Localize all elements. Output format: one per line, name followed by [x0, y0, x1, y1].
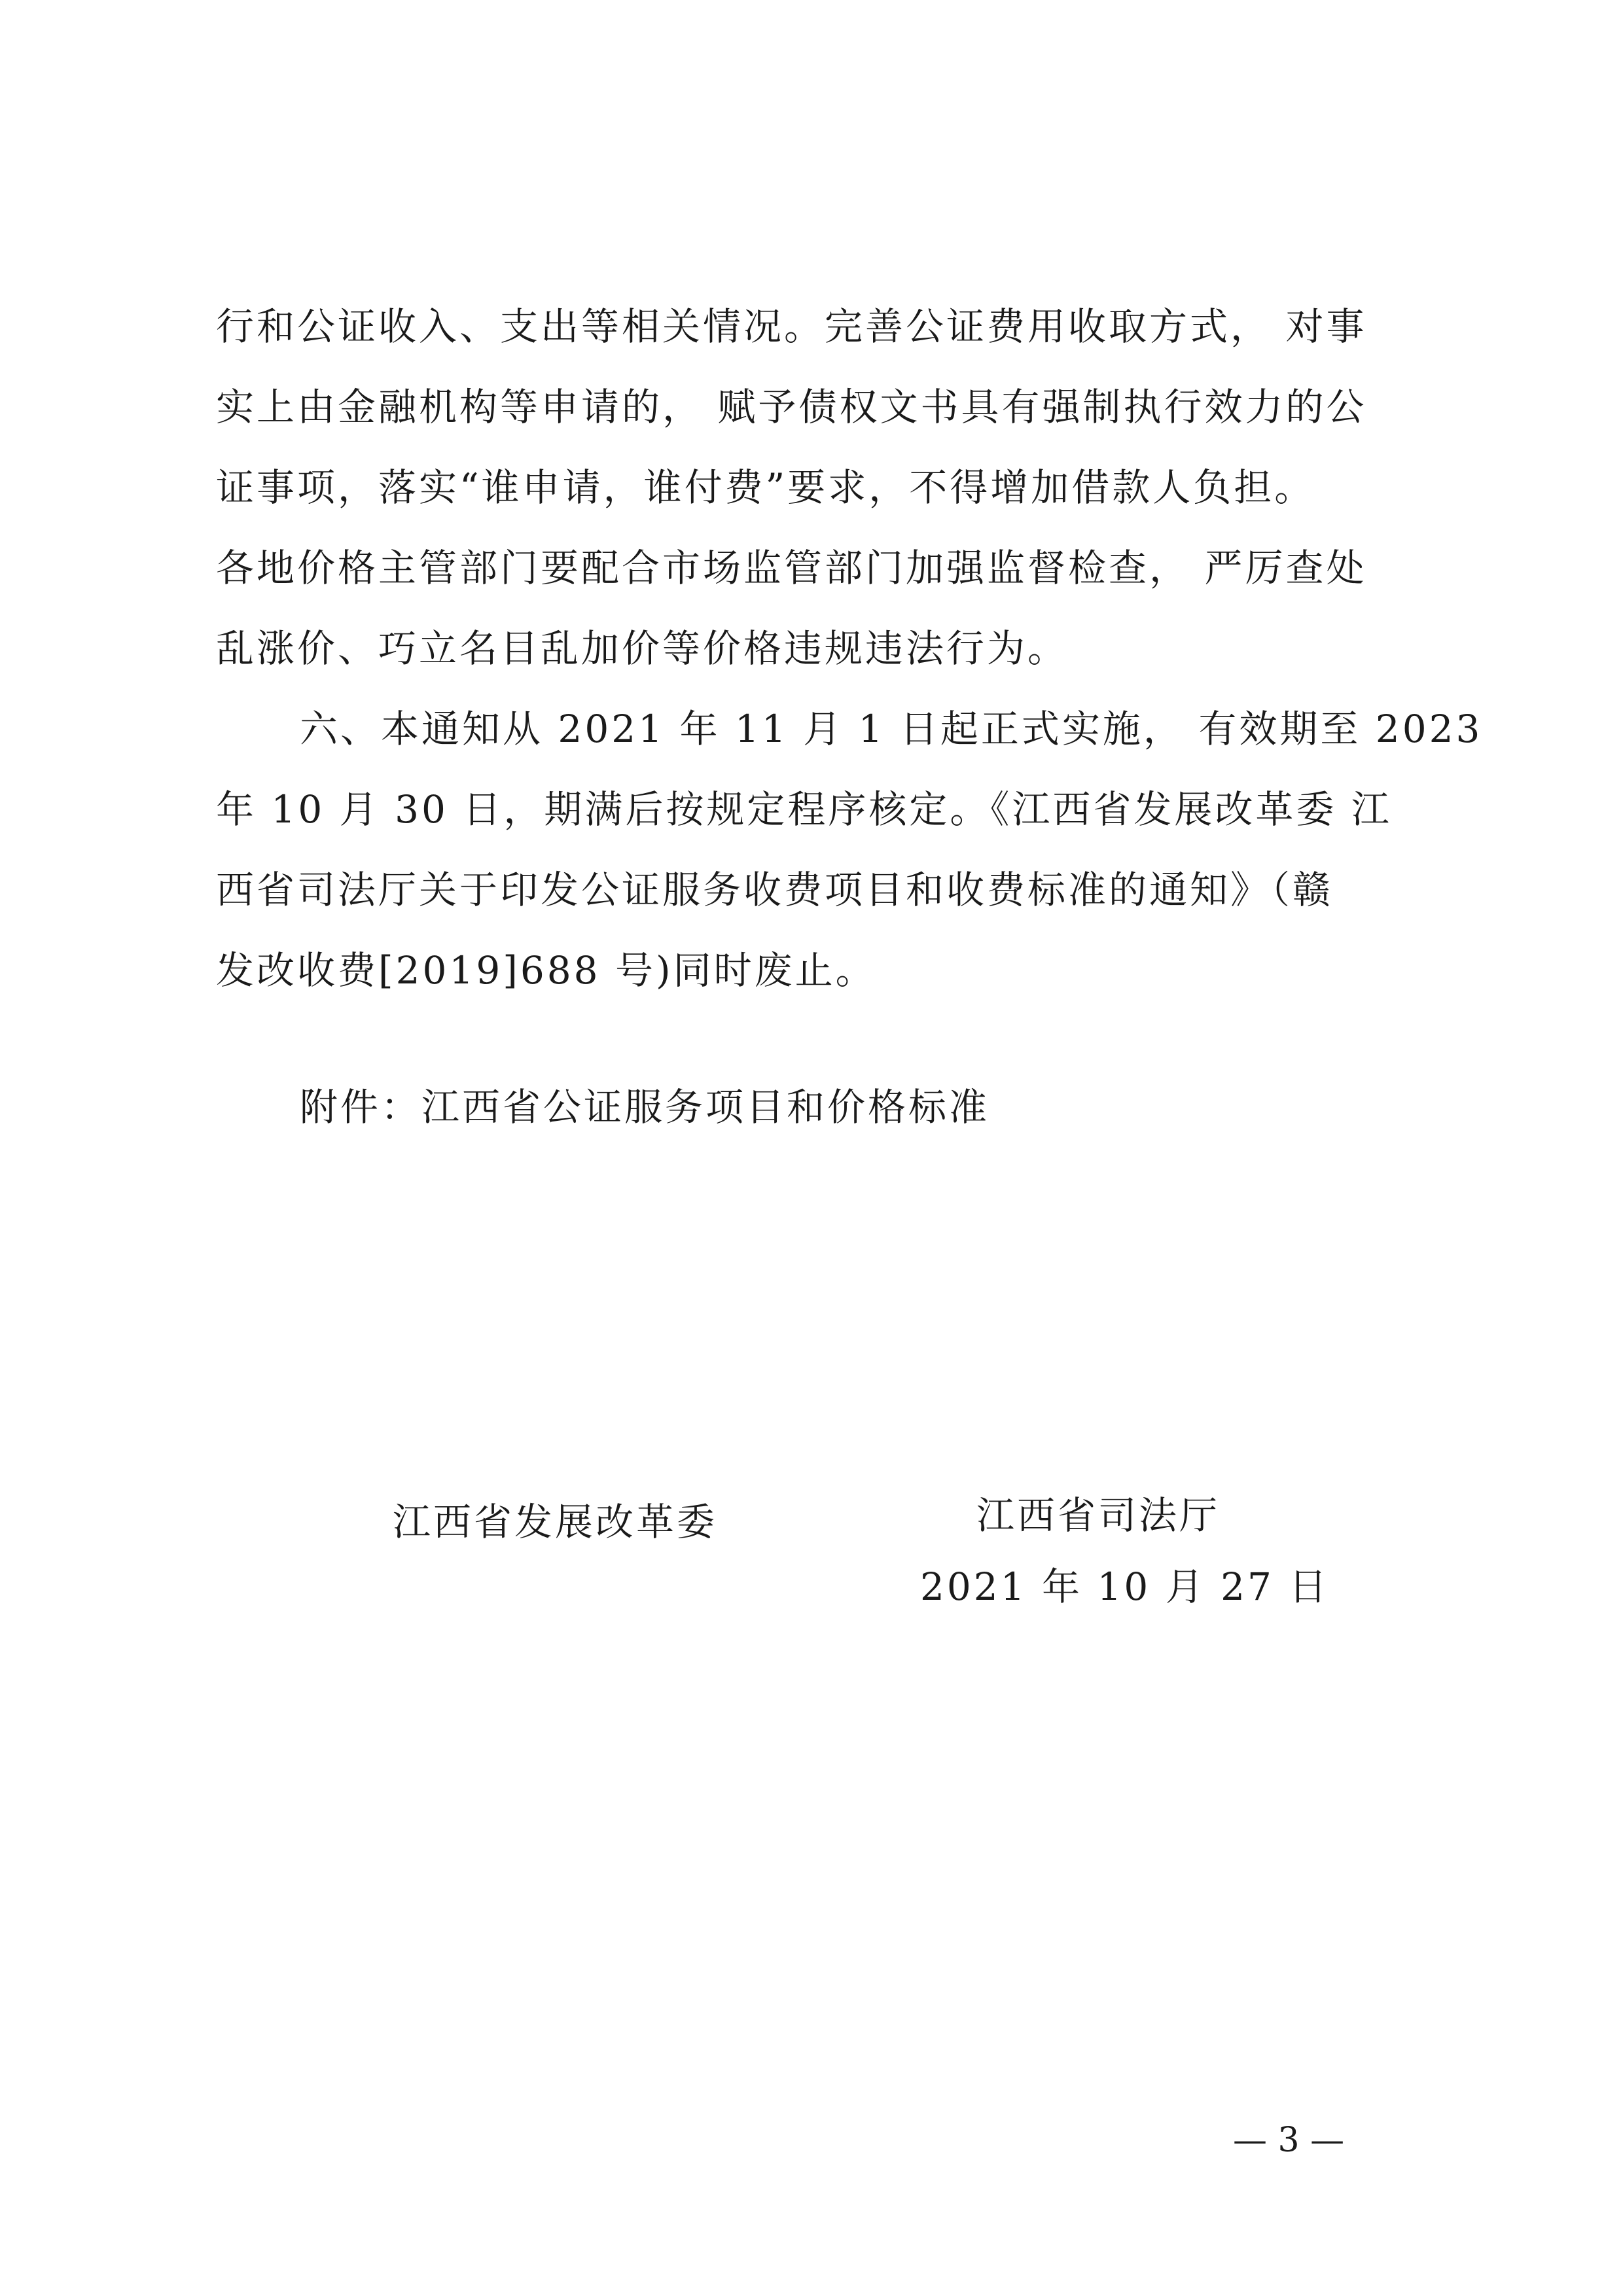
- body-line-9: 发改收费[2019]688 号)同时废止。: [216, 948, 876, 993]
- body-line-8: 西省司法厅关于印发公证服务收费项目和收费标准的通知》（赣: [216, 868, 1334, 912]
- signatory-right: 江西省司法厅: [976, 1493, 1221, 1538]
- document-date: 2021 年 10 月 27 日: [920, 1564, 1330, 1609]
- body-line-7: 年 10 月 30 日，期满后按规定程序核定。《江西省发展改革委 江: [216, 787, 1392, 832]
- body-line-4: 各地价格主管部门要配合市场监管部门加强监督检查， 严厉查处: [216, 546, 1367, 590]
- signatory-left: 江西省发展改革委: [393, 1500, 718, 1544]
- attachment-line: 附件：江西省公证服务项目和价格标准: [300, 1085, 990, 1129]
- body-line-3: 证事项，落实“谁申请，谁付费”要求，不得增加借款人负担。: [216, 465, 1315, 510]
- body-line-1: 行和公证收入、支出等相关情况。完善公证费用收取方式， 对事: [216, 304, 1367, 349]
- body-line-5: 乱涨价、巧立名目乱加价等价格违规违法行为。: [216, 626, 1069, 671]
- body-line-6: 六、本通知从 2021 年 11 月 1 日起正式实施， 有效期至 2023: [300, 707, 1483, 751]
- body-line-2: 实上由金融机构等申请的， 赋予债权文书具有强制执行效力的公: [216, 385, 1367, 429]
- page-number: — 3 —: [1233, 2121, 1345, 2160]
